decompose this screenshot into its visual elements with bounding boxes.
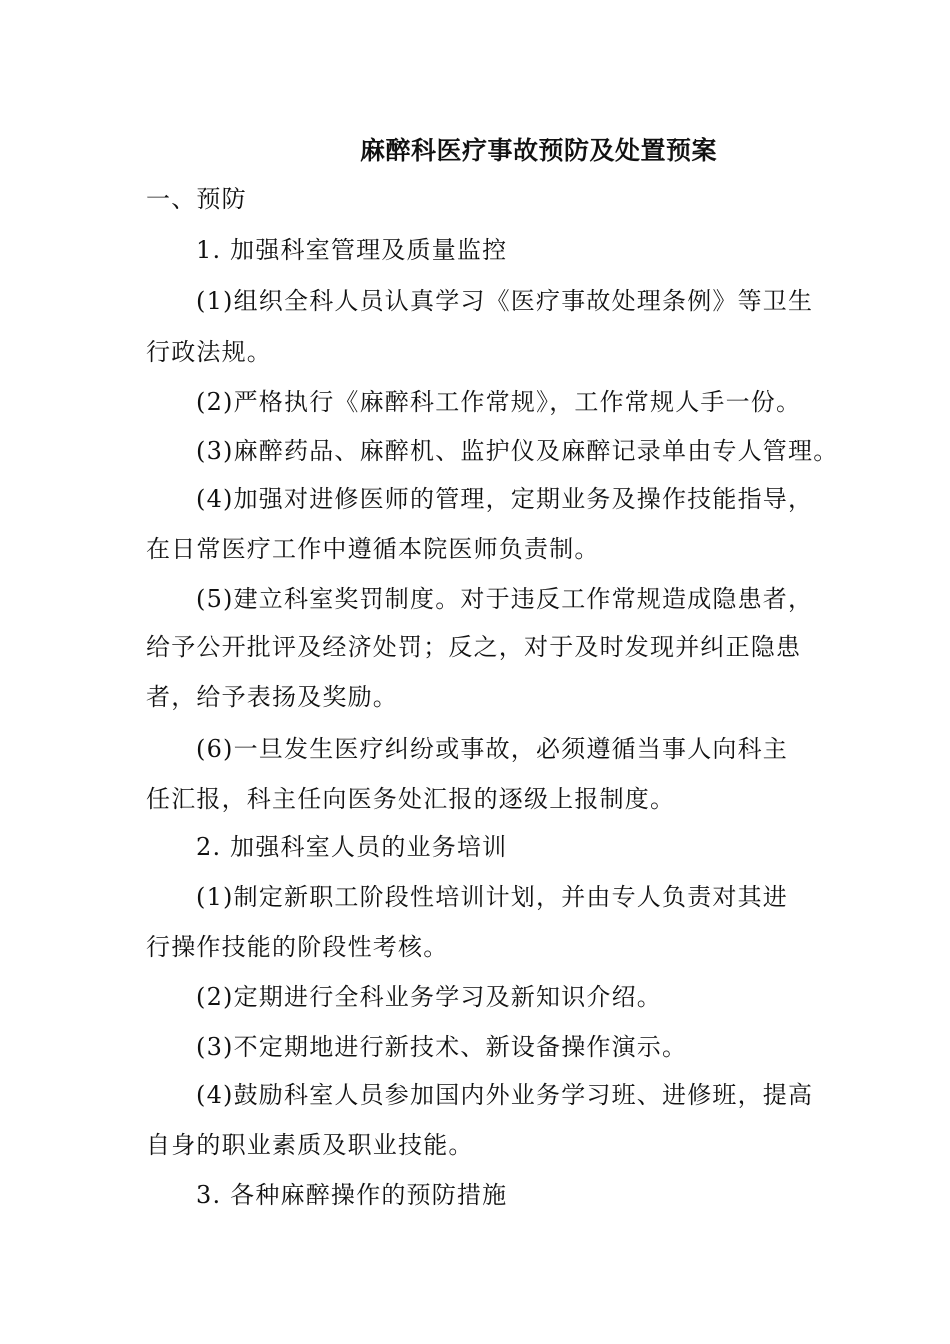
paragraph-line: (3)不定期地进行新技术、新设备操作演示。: [196, 1033, 688, 1061]
subsection-heading-anesthesia-measures: 3. 各种麻醉操作的预防措施: [196, 1181, 508, 1209]
paragraph-line: (3)麻醉药品、麻醉机、监护仪及麻醉记录单由专人管理。: [196, 437, 839, 465]
subsection-heading-management: 1. 加强科室管理及质量监控: [196, 236, 508, 264]
paragraph-line: (4)鼓励科室人员参加国内外业务学习班、进修班，提高: [196, 1081, 814, 1109]
paragraph-line: 在日常医疗工作中遵循本院医师负责制。: [146, 535, 600, 563]
paragraph-line: 行操作技能的阶段性考核。: [146, 933, 449, 961]
paragraph-line: 者，给予表扬及奖励。: [146, 683, 398, 711]
document-title: 麻醉科医疗事故预防及处置预案: [360, 136, 718, 165]
paragraph-line: (2)严格执行《麻醉科工作常规》，工作常规人手一份。: [196, 388, 802, 416]
paragraph-line: (6)一旦发生医疗纠纷或事故，必须遵循当事人向科主: [196, 735, 788, 763]
paragraph-line: 给予公开批评及经济处罚；反之，对于及时发现并纠正隐患: [146, 633, 802, 661]
paragraph-line: 任汇报，科主任向医务处汇报的逐级上报制度。: [146, 785, 676, 813]
paragraph-line: (2)定期进行全科业务学习及新知识介绍。: [196, 983, 662, 1011]
paragraph-line: 行政法规。: [146, 338, 272, 366]
paragraph-line: (5)建立科室奖罚制度。对于违反工作常规造成隐患者，: [196, 585, 814, 613]
paragraph-line: 自身的职业素质及职业技能。: [146, 1131, 474, 1159]
paragraph-line: (1)制定新职工阶段性培训计划，并由专人负责对其进: [196, 883, 788, 911]
subsection-heading-training: 2. 加强科室人员的业务培训: [196, 833, 508, 861]
paragraph-line: (1)组织全科人员认真学习《医疗事故处理条例》等卫生: [196, 287, 814, 315]
section-heading-prevention: 一、预防: [146, 185, 247, 213]
paragraph-line: (4)加强对进修医师的管理，定期业务及操作技能指导，: [196, 485, 814, 513]
